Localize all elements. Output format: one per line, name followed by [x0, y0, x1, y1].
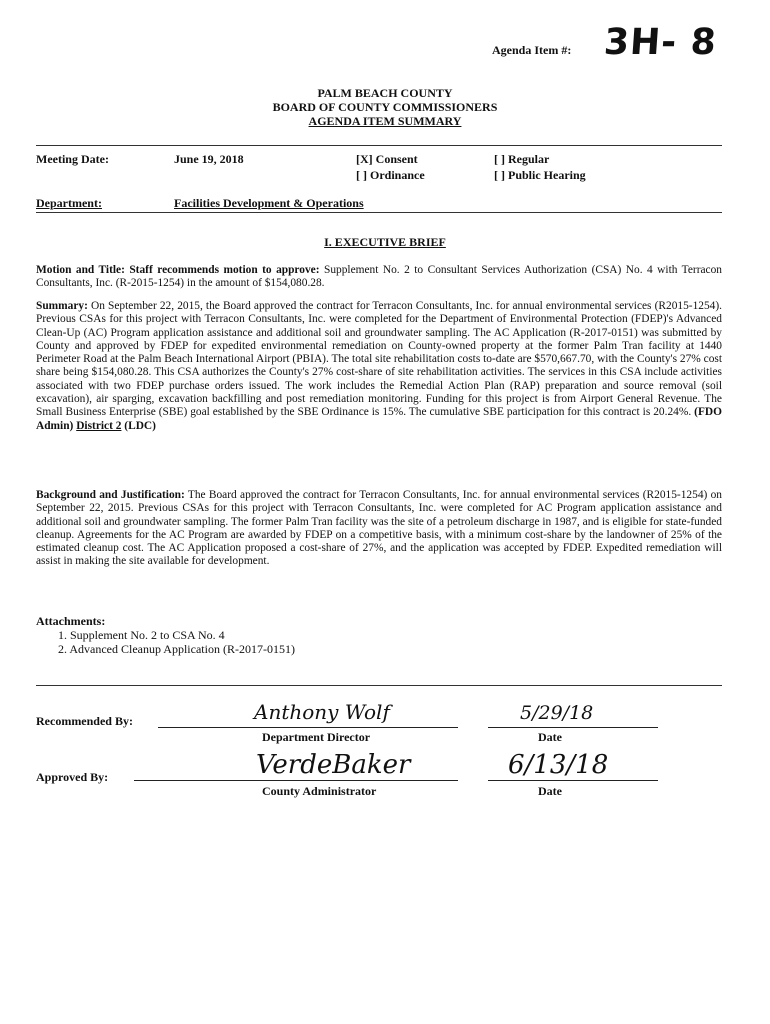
summary-tag-admin: Admin)	[36, 419, 74, 432]
background-text: The Board approved the contract for Terracon Consultants, Inc. for annual environmental services (R2015-1254) on September 22, 2015. Previous CSAs for this project with Terracon Consultants, Inc. were completed for AC Program application assistance and additional soil and groundwater sampling. The former Palm Tran facility was the site of a petroleum discharge in 1987, and is eligible for state-funded cleanup. Agreements for the AC Program are awarded by FDEP on a competitive basis, with a minimum cost-share by the landowner of 25% of the estimated cleanup cost. The AC Application proposed a cost-share of 27%, and the application was accepted by FDEP. Expedited remediation will assist in making the site available for development.	[36, 489, 722, 568]
approved-title: County Administrator	[262, 784, 377, 798]
background-paragraph	[36, 489, 722, 569]
agenda-item-label: Agenda Item #:	[492, 43, 572, 57]
regular-checkbox: [ ] Regular	[494, 152, 550, 166]
org-line-1: PALM BEACH COUNTY	[317, 86, 453, 100]
motion-text: Supplement No. 2 to Consultant Services Authorization (CSA) No. 4 with Terracon Consultants, Inc. (R-2015-1254) in the amount of $154,080.28.	[36, 264, 722, 290]
motion-label: Motion and Title: Staff recommends motion to approve:	[36, 264, 320, 276]
public-hearing-checkbox: [ ] Public Hearing	[494, 168, 586, 182]
attachment-item: 1. Supplement No. 2 to CSA No. 4	[58, 628, 225, 642]
summary-text: On September 22, 2015, the Board approved the contract for Terracon Consultants, Inc. for annual environmental services (R2015-1254). Previous CSAs for this project with Terracon Consultants, Inc. were completed for the Department of Environmental Protection (FDEP)'s Advanced Clean-Up (AC) Program application assistance and additional soil and groundwater sampling. The AC Application (R-2017-0151) was submitted by County and approved by FDEP for expedited environmental remediation on County-owned property at the former Palm Tran facility at 1440 Perimeter Road at the Palm Beach International Airport (PBIA). The total site rehabilitation costs to-date are $570,667.70, with the County's 27% cost share being $154,080.28. This CSA authorizes the County's 27% cost-share of site rehabilitation activities. The services in this CSA include activities associated with two FDEP purchase orders issued. The work includes the Remedial Action Plan (RAP) preparation and source removal (soil excavation), air sparging, excavation backfilling and post remediation monitoring. Funding for this project is from Airport General Revenue. The Small Business Enterprise (SBE) goal established by the SBE Ordinance is 15%. The cumulative SBE participation for this contract is 20.24%.	[36, 300, 722, 419]
approved-date: 6/13/18	[508, 750, 609, 780]
approved-signature-line	[134, 780, 458, 781]
approved-by-label: Approved By:	[36, 770, 109, 784]
department-label: Department:	[36, 196, 102, 210]
org-line-2: BOARD OF COUNTY COMMISSIONERS	[272, 100, 498, 114]
recommended-signature-line	[158, 727, 458, 728]
summary-tag-ldc: (LDC)	[124, 419, 156, 432]
approved-date-line	[488, 780, 658, 781]
summary-paragraph	[36, 300, 722, 433]
attachments-label: Attachments:	[36, 614, 106, 628]
agenda-item-number: 3H- 8	[602, 22, 719, 63]
recommended-date-line	[488, 727, 658, 728]
document-title: AGENDA ITEM SUMMARY	[308, 114, 462, 128]
date-label-2: Date	[538, 784, 562, 798]
recommended-signature: Anthony Wolf	[254, 700, 390, 724]
ordinance-checkbox: [ ] Ordinance	[356, 168, 425, 182]
section-title: I. EXECUTIVE BRIEF	[324, 235, 446, 249]
consent-checkbox: [X] Consent	[356, 152, 418, 166]
summary-label: Summary:	[36, 300, 88, 312]
department-value: Facilities Development & Operations	[174, 196, 364, 210]
meeting-date-label: Meeting Date:	[36, 152, 109, 166]
summary-district: District 2	[76, 419, 122, 432]
divider-signatures	[36, 685, 722, 686]
motion-paragraph	[36, 264, 722, 291]
date-label-1: Date	[538, 730, 562, 744]
meeting-date-value: June 19, 2018	[174, 152, 244, 166]
recommended-title: Department Director	[262, 730, 371, 744]
approved-signature: VerdeBaker	[256, 750, 411, 780]
attachment-item: 2. Advanced Cleanup Application (R-2017-0151)	[58, 642, 295, 656]
recommended-by-label: Recommended By:	[36, 714, 133, 728]
divider-top	[36, 145, 722, 146]
background-label: Background and Justification:	[36, 489, 185, 501]
summary-tag-fdo: (FDO	[694, 406, 722, 419]
recommended-date: 5/29/18	[520, 702, 594, 724]
divider-department	[36, 212, 722, 213]
